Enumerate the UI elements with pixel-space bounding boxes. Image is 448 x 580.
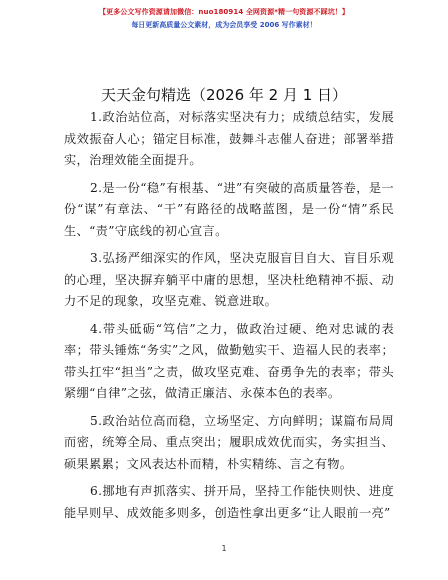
paragraph-6: 6.挪地有声抓落实、拼开局，坚持工作能快则快、进度能早则早、成效能多则多，创造性拿出更多“让人眼前一亮”	[64, 484, 394, 520]
paragraph-3: 3.弘扬严细深实的作风，坚决克服盲目自大、盲目乐观的心理，坚决摒弃躺平中庸的思想，坚决杜绝精神不振、动力不足的现象，攻坚克难、锐意进取。	[64, 251, 394, 308]
document-title: 天天金句精选（2026 年 2 月 1 日）	[100, 86, 348, 104]
document-body	[64, 107, 394, 530]
paragraph-5: 5.政治站位高而稳，立场坚定、方向鲜明；谋篇布局周而密，统筹全局、重点突出；履职成效优而实，务实担当、硕果累累；文风表达朴而精，朴实精练、言之有物。	[64, 413, 394, 471]
promo-banner-line2: 每日更新高质量公文素材，成为会员享受 2006 写作素材！	[131, 21, 317, 29]
paragraph-2: 2.是一份“稳”有根基、“进”有突破的高质量答卷，是一份“谋”有章法、“干”有路径的战略蓝图，是一份“情”系民生、“责”守底线的初心宣言。	[64, 180, 394, 238]
promo-banner-line1: 【更多公文写作资源请加微信：nuo180914 全网资源*精一句资源不踩坑！】	[99, 8, 349, 16]
paragraph-4: 4.带头砥砺“笃信”之力，做政治过硬、绝对忠诚的表率；带头锤炼“务实”之风，做勤勉实干、造福人民的表率；带头扛牢“担当”之责，做攻坚克难、奋勇争先的表率；带头紧绷“自律”之弦，做清正廉洁、永葆本色的表率。	[64, 321, 394, 400]
paragraph-1: 1.政治站位高，对标落实坚决有力；成绩总结实，发展成效振奋人心；锚定目标准，鼓舞斗志催人奋进；部署举措实，治理效能全面提升。	[64, 110, 394, 167]
page-number: 1	[221, 544, 227, 553]
